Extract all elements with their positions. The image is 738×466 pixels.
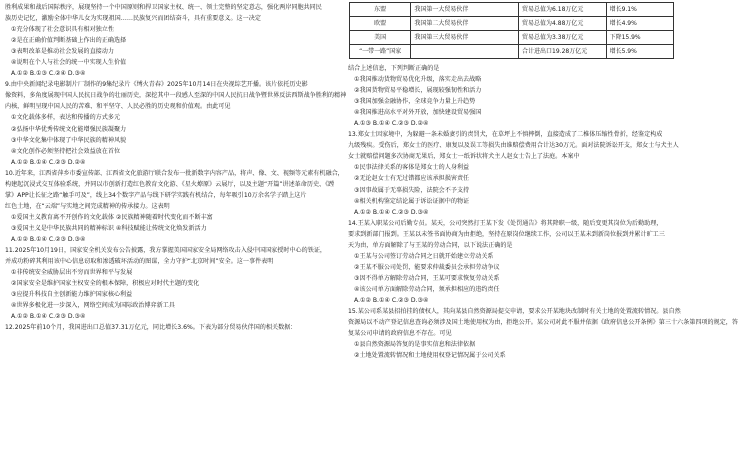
rank-cell: 我国第一大贸易伙伴 — [411, 3, 519, 17]
left-column — [5, 2, 347, 333]
option-item: ③表明改革是推动社会发展的直接动力 — [11, 48, 114, 56]
option-item: ②王某不服公司处罚，能要求仲裁委员会承担劳动争议 — [354, 263, 500, 271]
option-item: ②弘扬中华优秀传统文化能增强民族凝聚力 — [11, 125, 127, 133]
option-item: ①文化载体多样，表达和传播的方式多元 — [11, 114, 121, 122]
option-item: ②我国货物贸易平稳增长，展现较强韧性和活力 — [354, 87, 482, 95]
answer-choices: A.①② B.①④ C.②③ D.③④ — [354, 208, 429, 216]
answer-choices: A.①② B.①④ C.②③ D.③④ — [11, 313, 86, 321]
text-line: 复某公司申请的政府信息不存在。可见 — [348, 330, 452, 338]
option-item: ③应提升科技自主创新能力维护国家核心利益 — [11, 291, 133, 299]
option-item: ③我国加强金融协作，全球竞争力量上升趋势 — [354, 98, 476, 106]
answer-choices: A.①② B.①④ C.②③ D.③④ — [11, 235, 86, 243]
option-item: ①民事法律关系的客体是郑女士的人身利益 — [354, 164, 470, 172]
option-item: ②土地处置流转情况和土地使用权登记情况属于公司关系 — [354, 352, 506, 360]
option-item: ①充分体现了社会意识具有相对独立性 — [11, 26, 114, 34]
answer-choices: A.①② B.①④ C.②③ D.③④ — [354, 296, 429, 304]
text-line: 构建起沉浸式交互体验系统，并同以市创新打造红色教育文化游、《星火燎原》云展厅，以及主题“开篇”讲述革命历史、《蹚 — [5, 180, 335, 188]
answer-choices: A.①② B.①③ C.②④ D.③④ — [11, 70, 86, 78]
growth-cell: 增长9.1% — [606, 3, 673, 17]
value-cell: 贸易总值为4.88万亿元 — [519, 17, 607, 31]
option-item: ④该公司单方面解除劳动合同，须承担相应的违约责任 — [354, 285, 500, 293]
option-item: ④说明在个人与社会的统一中实现人生价值 — [11, 59, 127, 67]
option-item: ③爱国主义是中华民族共同的精神标识 ④科技赋能让传统文化焕发新活力 — [11, 224, 207, 232]
answer-choices: A.①③ B.①④ C.②③ D.②④ — [354, 120, 429, 128]
text-line: 要求到新部门报到。王某以未签书面协商为由拒绝，坚持在原岗位继续工作，公司以王某未到新岗位报到并累计旷工三 — [348, 230, 665, 238]
table-row — [350, 31, 674, 45]
table-row — [350, 45, 674, 59]
value-cell: 贸易总值为6.18万亿元 — [519, 3, 607, 17]
country-cell: 欧盟 — [350, 17, 411, 31]
growth-cell: 增长4.9% — [606, 17, 673, 31]
text-line: 结合上述信息，下列判断正确的是 — [348, 65, 440, 72]
option-item: ①王某与公司签订劳动合同之日就开始建立劳动关系 — [354, 252, 494, 260]
text-line: 内核，鲜明呈现中国人民的苦难、和平坚守、人民必胜的历史观和价值观。由此可见 — [5, 103, 231, 111]
value-cell: 贸易总值为3.38万亿元 — [519, 31, 607, 45]
option-item: ①非传统安全威胁层出不穷而世界和平与发展 — [11, 269, 133, 277]
option-item: ③因不得单方解除劳动合同，王某可要求恢复劳动关系 — [354, 274, 500, 282]
question-14: 14.王某入职某公司后勤专员。某天，公司突然打王某下发《处罚通告》将其降职一级，随后变更其岗位为后勤助理， — [348, 219, 663, 227]
option-item: ①爱国主义教育离不开创作的文化载体 ②民族精神随着时代变化而不断丰富 — [11, 213, 213, 221]
text-line: 像资料，多角度展现中国人民抗日战争的壮丽历史，深挖其中一段感人至深的中国人民抗日战争暨世界反法西斯战争胜利的精神 — [5, 92, 347, 100]
text-line: 胜利成果和战后国际秩序，展现坚持一个中国原则和捍卫国家主权、统一、领土完整的坚定意志，强化两岸同胞共同民 — [5, 4, 322, 11]
option-item: ②国家安全是维护国家主权安全的根本保障，积极应对时代主题的变化 — [11, 280, 200, 288]
option-item: ①县自然资源局答复的是事实信息和法律依据 — [354, 341, 476, 349]
question-10: 10.近年来，江西省萍乡市委宣传部、江西省文化旅游厅联合发布一批新数字内容产品，将声、像、文、视频等元素有机融合， — [5, 169, 344, 177]
rank-cell — [411, 45, 519, 59]
answer-choices: A.①② B.①④ C.②③ D.②④ — [11, 158, 86, 166]
text-line: 掌》APP让长征之路“触手可及”，线上34个数字产品与线下研学实践有机结合，每年吸引10万余名学子踏上这片 — [5, 191, 307, 199]
text-line: 女士就赔偿问题多次协商无果后，郑女士一纸诉状将犬主人赵女士告上了法庭。本案中 — [348, 153, 580, 161]
option-item: ③中华文化集中体现了中华民族的精神风貌 — [11, 136, 127, 144]
growth-cell: 下降15.9% — [606, 31, 673, 45]
question-9: 9.由中央新闻纪录电影制片厂制作的9集纪录片《缚火青春》2025年10月14日在央视综艺开播。该片依托历史影 — [5, 81, 308, 89]
trade-table — [349, 2, 674, 59]
option-item: ②无论赵女士有无过错都应该承担损害责任 — [354, 175, 470, 183]
question-11: 11.2025年10月19日，国家安全机关发布公告披露，我方掌握美国国家安全局网络攻击入侵中国国家授时中心的铁证， — [5, 247, 327, 255]
question-12: 12.2025年前10个月，我国进出口总值37.31万亿元，同比增长3.6%。下表为部分贸易伙伴国的相关数据： — [5, 324, 297, 332]
text-line: 族历史记忆，激励全体中华儿女为实现祖国……民族复兴而团结奋斗，具有重要意义。这一决定 — [5, 15, 261, 23]
text-line: 红色土地，在“云端”与实地之间完成精神的传承接力。这表明 — [5, 202, 170, 210]
rank-cell: 我国第三大贸易伙伴 — [411, 31, 519, 45]
option-item: ②是在正确价值判断基础上作出的正确选择 — [11, 37, 127, 45]
growth-cell: 增长5.9% — [606, 45, 673, 59]
text-line: 资源局以不动产登记信息查询必须涉及国土地使用权为由，拒绝公开。某公司对此不服并依据《政府信息公开条例》第三十六条第四项的规定，答 — [348, 319, 738, 327]
country-cell: “一带一路”国家 — [350, 45, 411, 59]
question-15: 15.某公司系某县招拍挂的债权人，其向某县自然资源局提交申请，要求公开某地块改制时有关土地的处置流转情况。县自然 — [348, 308, 681, 316]
option-item: ④世界多极化进一步深入，网络空间成为国际政治博弈新工具 — [11, 302, 175, 310]
country-cell: 东盟 — [350, 3, 411, 17]
country-cell: 美国 — [350, 31, 411, 45]
rank-cell: 我国第二大贸易伙伴 — [411, 17, 519, 31]
table-row — [350, 17, 674, 31]
option-item: ③因事故属于无辜损失险，法院会不予支持 — [354, 186, 470, 194]
text-line: 并成功粉碎其利用该中心信息窃取和渗透破坏活动的图谋，全力守护“北京时间”安全。这一事件表明 — [5, 258, 274, 266]
option-item: ④相关机构鉴定结论属于诉讼证据中的物证 — [354, 197, 470, 205]
table-row — [350, 3, 674, 17]
option-item: ④文化创作必须坚持把社会效益放在首位 — [11, 147, 121, 155]
text-line: 九级残疾。受伤后，郑女士的医疗、康复以及误工等损失由谁赔偿费用合计达30万元。面对法院诉讼开支，郑女士与犬主人 — [348, 142, 679, 150]
option-item: ④我国推进高水平对外开放，加快建设贸易强国 — [354, 109, 482, 117]
right-column — [348, 2, 738, 361]
text-line: 天为由，单方面解除了与王某的劳动合同，以下说法正确的是 — [348, 241, 513, 249]
value-cell: 合计进出口19.28万亿元 — [519, 45, 607, 59]
option-item: ①我国推动货物贸易优化升级，落实走出去战略 — [354, 76, 482, 84]
question-13: 13.郑女士因家境中，为躲避一条未婚妻引的责罚犬，在草坪上不慎摔倒，直接造成了二椎体压缩性骨折，经鉴定构成 — [348, 131, 663, 139]
